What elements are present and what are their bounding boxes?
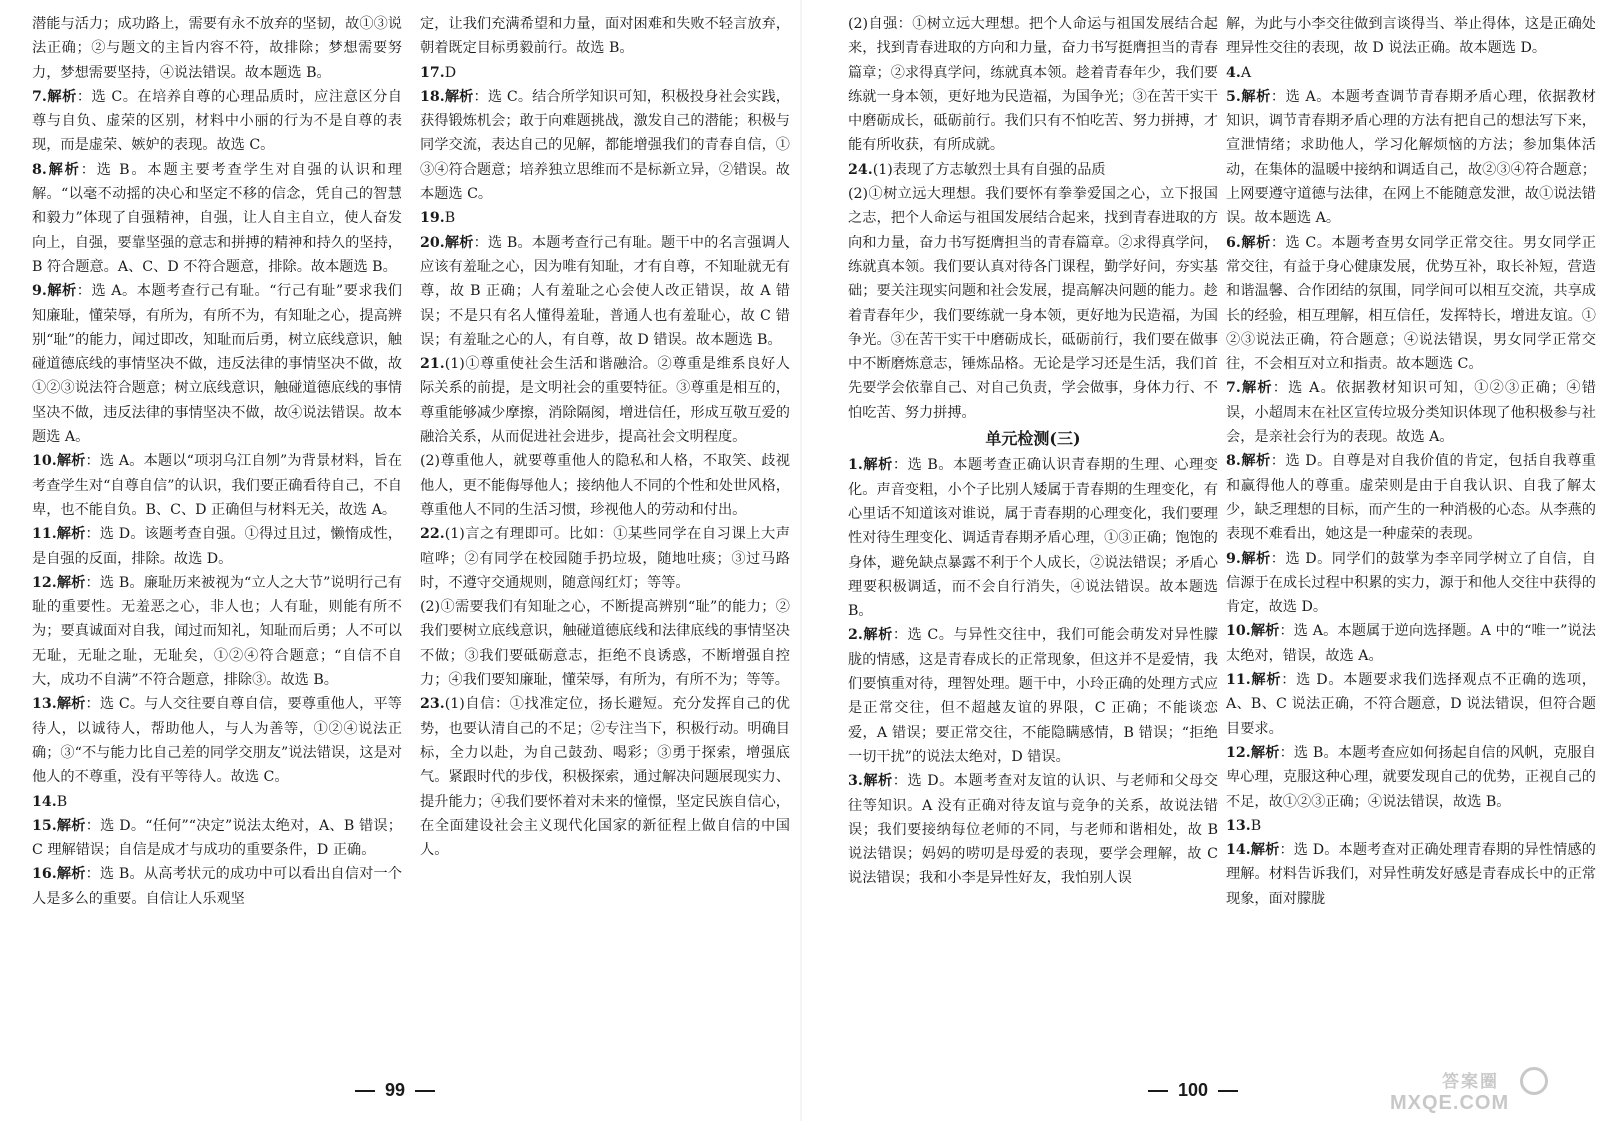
question-number: 20. <box>420 234 445 251</box>
answer-item <box>420 522 790 595</box>
answer-text: ：选 B。本题主要考查学生对自强的认识和理解。“以毫不动摇的决心和坚定不移的信念，凭自己的智慧和毅力”体现了自强精神，自强，让人自主自立，使人奋发向上，自强，要靠坚强的意志和拼搏的精神和持久的坚持，B 符合题意。A、C、D 不符合题意，排除。故本题选 B。 <box>32 161 402 275</box>
question-number: 6. <box>1226 234 1241 251</box>
left-page-column-2 <box>420 12 790 862</box>
analysis-label: 解析 <box>56 453 86 470</box>
answer-text: ：选 B。本题考查行己有耻。题干中的名言强调人应该有羞耻之心，因为唯有知耻，才有自尊，不知耻就无有尊，故 B 正确；人有羞耻之心会使人改正错误，故 A 错误；不是只有名人懂得羞耻，普通人也有羞耻心，故 C 错误；有羞耻之心的人，有自尊，故 D 错误。故本题选 B。 <box>420 234 790 348</box>
analysis-label: 解析 <box>862 627 893 644</box>
analysis-label: 解析 <box>1240 550 1271 567</box>
question-number: 8. <box>32 161 47 178</box>
left-page-number: 99 <box>345 1080 445 1101</box>
answer-text: (1)言之有理即可。比如：①某些同学在自习课上大声喧哗；②有同学在校园随手扔垃圾，随地吐痰；③过马路时，不遵守交通规则，随意闯红灯；等等。 <box>420 526 790 591</box>
analysis-label: 解析 <box>56 866 86 883</box>
answer-item <box>1226 449 1596 546</box>
answer-text: ：选 D。本题考查对友谊的认识、与老师和父母交往等知识。A 没有正确对待友谊与竞争的关系，故说法错误；我们要接纳每位老师的不同，与老师和谐相处，故 B 说法错误；妈妈的唠叨是母爱的表现，要学会理解，故 C 说法错误；我和小李是异性好友，我怕别人误 <box>848 773 1218 887</box>
answer-text: B <box>444 210 456 227</box>
answer-text: ：选 B。从高考状元的成功中可以看出自信对一个人是多么的重要。自信让人乐观坚 <box>32 866 402 907</box>
answer-text: ：选 D。“任何”“决定”说法太绝对，A、B 错误；C 理解错误；自信是成才与成功的重要条件，D 正确。 <box>32 817 402 859</box>
analysis-label: 解析 <box>56 574 86 591</box>
answer-text: ：选 B。本题考查正确认识青春期的生理、心理变化。声音变粗，小个子比别人矮属于青春期的生理变化，有心里话不知道该对谁说，属于青春期的心理变化，我们要理性对待生理变化、调适青春期矛盾心理，①③正确；饱饱的身体，避免缺点暴露不利于个人成长，②说法错误；矛盾心理要积极调适，而不会自行消失，④说法错误。故本题选 B。 <box>848 457 1218 620</box>
analysis-label: 解析 <box>1240 88 1271 105</box>
question-number: 17. <box>420 64 445 81</box>
answer-text: B <box>1250 817 1262 834</box>
analysis-label: 解析 <box>46 161 81 178</box>
answer-item <box>32 279 402 449</box>
analysis-label: 解析 <box>862 457 893 474</box>
answer-item <box>1226 12 1596 61</box>
answer-item <box>848 623 1218 769</box>
answer-item <box>1226 231 1596 377</box>
answer-text: ：选 D。本题考查对正确处理青春期的异性情感的理解。材料告诉我们，对异性萌发好感是青春成长中的正常现象，面对朦胧 <box>1226 842 1596 907</box>
answer-text: ：选 B。廉耻历来被视为“立人之大节”说明行己有耻的重要性。无羞恶之心，非人也；人有耻，则能有所不为；要真诚面对自我，闻过而知礼，知耻而后勇；人不可以无耻，无耻之耻，无耻矣，①②④符合题意；“自信不自大，成功不自满”不符合题意，排除③。故选 B。 <box>32 574 402 689</box>
answer-item <box>1226 741 1596 814</box>
answer-item <box>1226 668 1596 741</box>
answer-text: ：选 A。本题考查行己有耻。“行己有耻”要求我们知廉耻，懂荣辱，有所为，有所不为，有知耻之心，提高辨别“耻”的能力，闻过即改，知耻而后勇，树立底线意识，触碰道德底线的事情坚决不做，违反法律的事情坚决不做，故①②③说法符合题意；树立底线意识，触碰道德底线的事情坚决不做，违反法律的事情坚决不做，故④说法错误。故本题选 A。 <box>32 283 402 446</box>
analysis-label: 解析 <box>444 234 474 251</box>
site-watermark <box>1390 1067 1590 1115</box>
analysis-label: 解析 <box>1250 672 1282 689</box>
answer-text: (2)①树立远大理想。我们要怀有拳拳爱国之心，立下报国之志，把个人命运与祖国发展结合起来，找到青春进取的方向和力量，奋力书写挺膺担当的青春篇章。②求得真学问，练就真本领。我们要认真对待各门课程，勤学好问，夯实基础；要关注现实问题和社会发展，提高解决问题的能力。趁着青春年少，我们要练就一身本领，更好地为民造福，为国争光。③在苦干实干中磨砺成长，砥砺前行，我们要在做事中不断磨炼意志，锤炼品格。无论是学习还是生活，我们首先要学会依靠自己、对自己负责，学会做事，身体力行、不怕吃苦、努力拼搏。 <box>848 186 1218 421</box>
answer-item <box>848 769 1218 890</box>
analysis-label: 解析 <box>56 696 86 713</box>
question-number: 4. <box>1226 64 1241 81</box>
analysis-label: 解析 <box>1250 744 1280 761</box>
answer-text: (1)自信：①找准定位，扬长避短。充分发挥自己的优势，也要认清自己的不足；②专注当下，积极行动。明确目标，全力以赴，为自己鼓劲、喝彩；③勇于探索，增强底气。紧跟时代的步伐，积极探索，通过解决问题展现实力、提升能力；④我们要怀着对未来的憧憬，坚定民族自信心，在全面建设社会主义现代化国家的新征程上做自信的中国人。 <box>420 696 790 859</box>
answer-text: (1)表现了方志敏烈士具有自强的品质 <box>872 161 1106 178</box>
right-page-column-2 <box>1226 12 1596 911</box>
analysis-label: 解析 <box>56 526 86 543</box>
answer-text: (2)①需要我们有知耻之心，不断提高辨别“耻”的能力；②我们要树立底线意识，触碰道德底线和法律底线的事情坚决不做；③我们要砥砺意志，拒绝不良诱惑，不断增强自控力；④我们要知廉耻，懂荣辱，有所为，有所不为；等等。 <box>420 599 790 689</box>
question-number: 12. <box>32 574 57 591</box>
answer-item <box>32 790 402 814</box>
answer-item <box>32 862 402 911</box>
question-number: 10. <box>1226 623 1251 640</box>
answer-item <box>848 158 1218 182</box>
question-number: 2. <box>848 627 863 644</box>
answer-text: ：选 A。本题属于逆向选择题。A 中的“唯一”说法太绝对，错误，故选 A。 <box>1226 623 1596 664</box>
watermark-url: MXQE.COM <box>1390 1092 1510 1114</box>
answer-item <box>1226 838 1596 911</box>
answer-text: ：选 D。自尊是对自我价值的肯定，包括自我尊重和赢得他人的尊重。虚荣则是由于自我认识、自我了解太少，缺乏理想的目标，而产生的一种消极的心态。从李燕的表现不难看出，她这是一种虚荣的表现。 <box>1226 453 1596 543</box>
answer-item <box>420 85 790 206</box>
answer-item <box>420 206 790 230</box>
question-number: 18. <box>420 88 445 105</box>
answer-text: ：选 D。同学们的鼓掌为李辛同学树立了自信，自信源于在成长过程中积累的实力，源于和他人交往中获得的肯定，故选 D。 <box>1226 550 1596 616</box>
analysis-label: 解析 <box>46 88 77 105</box>
question-number: 19. <box>420 210 445 227</box>
answer-text: (2)自强：①树立远大理想。把个人命运与祖国发展结合起来，找到青春进取的方向和力量，奋力书写挺膺担当的青春篇章；②求得真学问，练就真本领。趁着青春年少，我们要练就一身本领，更好地为民造福，为国争光；③在苦干实干中磨砺成长，砥砺前行。我们只有不怕吃苦、努力拼搏，才能有所收获，有所成就。 <box>848 16 1218 154</box>
analysis-label: 解析 <box>46 283 77 300</box>
answer-text: ：选 C。与人交往要自尊自信，要尊重他人，平等待人，以诚待人，帮助他人，与人为善等，①②④说法正确；③“不与能力比自己差的同学交朋友”说法错误，这是对他人的不尊重，没有平等待人。故选 C。 <box>32 696 402 786</box>
right-page-column-1 <box>848 12 1218 891</box>
question-number: 9. <box>1226 550 1241 567</box>
answer-text: ：选 D。该题考查自强。①得过且过，懒惰成性，是自强的反面，排除。故选 D。 <box>32 526 402 567</box>
answer-text: ：选 C。结合所学知识可知，积极投身社会实践，获得锻炼机会；敢于向难题挑战，激发自己的潜能；积极与同学交流，表达自己的见解，都能增强我们的青春自信，①③④符合题意；培养独立思维而不是标新立异，②错误。故本题选 C。 <box>420 88 790 203</box>
answer-text: ：选 C。与异性交往中，我们可能会萌发对异性朦胧的情感，这是青春成长的正常现象，但这并不是爱情，我们要慎重对待，理智处理。题干中，小玲正确的处理方式应是正常交往，但不超越友谊的界限，C 正确；不能谈恋爱，A 错误；要正常交往，不能隐瞒感情，B 错误；“拒绝一切干扰”的说法太绝对，D 错误。 <box>848 627 1218 765</box>
question-number: 21. <box>420 356 445 373</box>
question-number: 11. <box>1226 672 1251 689</box>
section-heading: 单元检测(三) <box>985 429 1081 449</box>
answer-text: B <box>56 793 68 810</box>
answer-text: ：选 A。依据教材知识可知，①②③正确；④错误，小超周末在社区宣传垃圾分类知识体现了他积极参与社会，是亲社会行为的表现。故选 A。 <box>1226 380 1596 446</box>
question-number: 13. <box>32 696 57 713</box>
answer-item <box>848 182 1218 425</box>
answer-item <box>32 814 402 863</box>
question-number: 13. <box>1226 817 1251 834</box>
question-number: 24. <box>848 161 873 178</box>
answer-item <box>32 692 402 789</box>
analysis-label: 解析 <box>1240 453 1271 470</box>
question-number: 16. <box>32 866 57 883</box>
question-number: 23. <box>420 696 445 713</box>
analysis-label: 解析 <box>1240 234 1271 251</box>
left-page-column-1 <box>32 12 402 911</box>
analysis-label: 解析 <box>56 817 86 834</box>
page-gutter <box>800 0 802 1121</box>
answer-item <box>32 571 402 692</box>
question-number: 7. <box>32 88 47 105</box>
answer-item <box>420 595 790 692</box>
answer-item <box>420 12 790 61</box>
answer-text: ：选 D。本题要求我们选择观点不正确的选项，A、B、C 说法正确，不符合题意，D 说法错误，但符合题目要求。 <box>1226 672 1596 737</box>
answer-item <box>32 85 402 158</box>
answer-item <box>420 449 790 522</box>
watermark-logo-text: 答案圈 <box>1442 1072 1499 1091</box>
answer-item <box>32 522 402 571</box>
answer-text: (1)①尊重使社会生活和谐融洽。②尊重是维系良好人际关系的前提，是文明社会的重要特征。③尊重是相互的，尊重能够减少摩擦，消除隔阂，增进信任，形成互敬互爱的融洽关系，从而促进社会进步，提高社会文明程度。 <box>420 356 790 446</box>
answer-item <box>32 158 402 279</box>
question-number: 1. <box>848 457 863 474</box>
answer-item <box>1226 547 1596 620</box>
answer-item <box>1226 814 1596 838</box>
watermark-logo-icon <box>1520 1067 1548 1095</box>
answer-item <box>1226 376 1596 449</box>
question-number: 15. <box>32 817 57 834</box>
right-page-number: 100 <box>1138 1080 1248 1101</box>
analysis-label: 解析 <box>1250 623 1280 640</box>
question-number: 8. <box>1226 453 1241 470</box>
answer-text: 解，为此与小李交往做到言谈得当、举止得体，这是正确处理异性交往的表现，故 D 说法正确。故本题选 D。 <box>1226 16 1596 57</box>
answer-text: A <box>1240 64 1252 81</box>
question-number: 5. <box>1226 88 1241 105</box>
answer-text: (2)尊重他人，就要尊重他人的隐私和人格，不取笑、歧视他人，更不能侮辱他人；接纳他人不同的个性和处世风格，尊重他人不同的生活习惯，珍视他人的劳动和付出。 <box>420 453 790 518</box>
answer-item <box>420 352 790 449</box>
answer-item <box>420 231 790 352</box>
answer-item <box>420 61 790 85</box>
analysis-label: 解析 <box>862 773 893 790</box>
answer-text: ：选 A。本题以“项羽乌江自刎”为背景材料，旨在考查学生对“自尊自信”的认识，我们要正确看待自己，不自卑，也不能自负。B、C、D 正确但与材料无关，故选 A。 <box>32 453 402 518</box>
answer-text: ：选 C。在培养自尊的心理品质时，应注意区分自尊与自负、虚荣的区别，材料中小丽的行为不是自尊的表现，而是虚荣、嫉妒的表现。故选 C。 <box>32 88 402 154</box>
answer-item <box>32 449 402 522</box>
analysis-label: 解析 <box>444 88 474 105</box>
answer-text: ：选 C。本题考查男女同学正常交往。男女同学正常交往，有益于身心健康发展，优势互补，取长补短，营造和谐温馨、合作团结的氛围，同学间可以相互交流，共享成长的经验，相互理解，相互信任，发挥特长，增进友谊。①②③说法正确，符合题意；④说法错误，男女同学正常交往，不会相互对立和指责。故本题选 C。 <box>1226 234 1596 373</box>
question-number: 22. <box>420 526 445 543</box>
question-number: 12. <box>1226 744 1251 761</box>
answer-item <box>420 692 790 862</box>
question-number: 14. <box>1226 842 1251 859</box>
question-number: 14. <box>32 793 57 810</box>
answer-item <box>1226 61 1596 85</box>
answer-item <box>1226 619 1596 668</box>
analysis-label: 解析 <box>1250 842 1280 859</box>
question-number: 11. <box>32 526 57 543</box>
answer-text: ：选 B。本题考查应如何扬起自信的风帆，克服自卑心理，克服这种心理，就要发现自己的优势，正视自己的不足，故①②③正确；④说法错误，故选 B。 <box>1226 744 1596 810</box>
answer-item <box>848 12 1218 158</box>
question-number: 7. <box>1226 380 1241 397</box>
answer-item <box>1226 85 1596 231</box>
question-number: 3. <box>848 773 863 790</box>
question-number: 9. <box>32 283 47 300</box>
answer-item <box>32 12 402 85</box>
answer-item <box>848 453 1218 623</box>
question-number: 10. <box>32 453 57 470</box>
answer-text: 定，让我们充满希望和力量，面对困难和失败不轻言放弃，朝着既定目标勇毅前行。故选 B。 <box>420 16 790 57</box>
analysis-label: 解析 <box>1240 380 1273 397</box>
answer-text: ：选 A。本题考查调节青春期矛盾心理，依据教材知识，调节青春期矛盾心理的方法有把自己的想法写下来，宣泄情绪；求助他人，学习化解烦恼的方法；参加集体活动，在集体的温暖中接纳和调适自己，故②③④符合题意；上网要遵守道德与法律，在网上不能随意发泄，故①说法错误。故本题选 A。 <box>1226 88 1596 227</box>
answer-text: D <box>444 64 457 81</box>
answer-text: 潜能与活力；成功路上，需要有永不放弃的坚韧，故①③说法正确；②与题文的主旨内容不符，故排除；梦想需要努力，梦想需要坚持，④说法错误。故本题选 B。 <box>32 16 402 81</box>
